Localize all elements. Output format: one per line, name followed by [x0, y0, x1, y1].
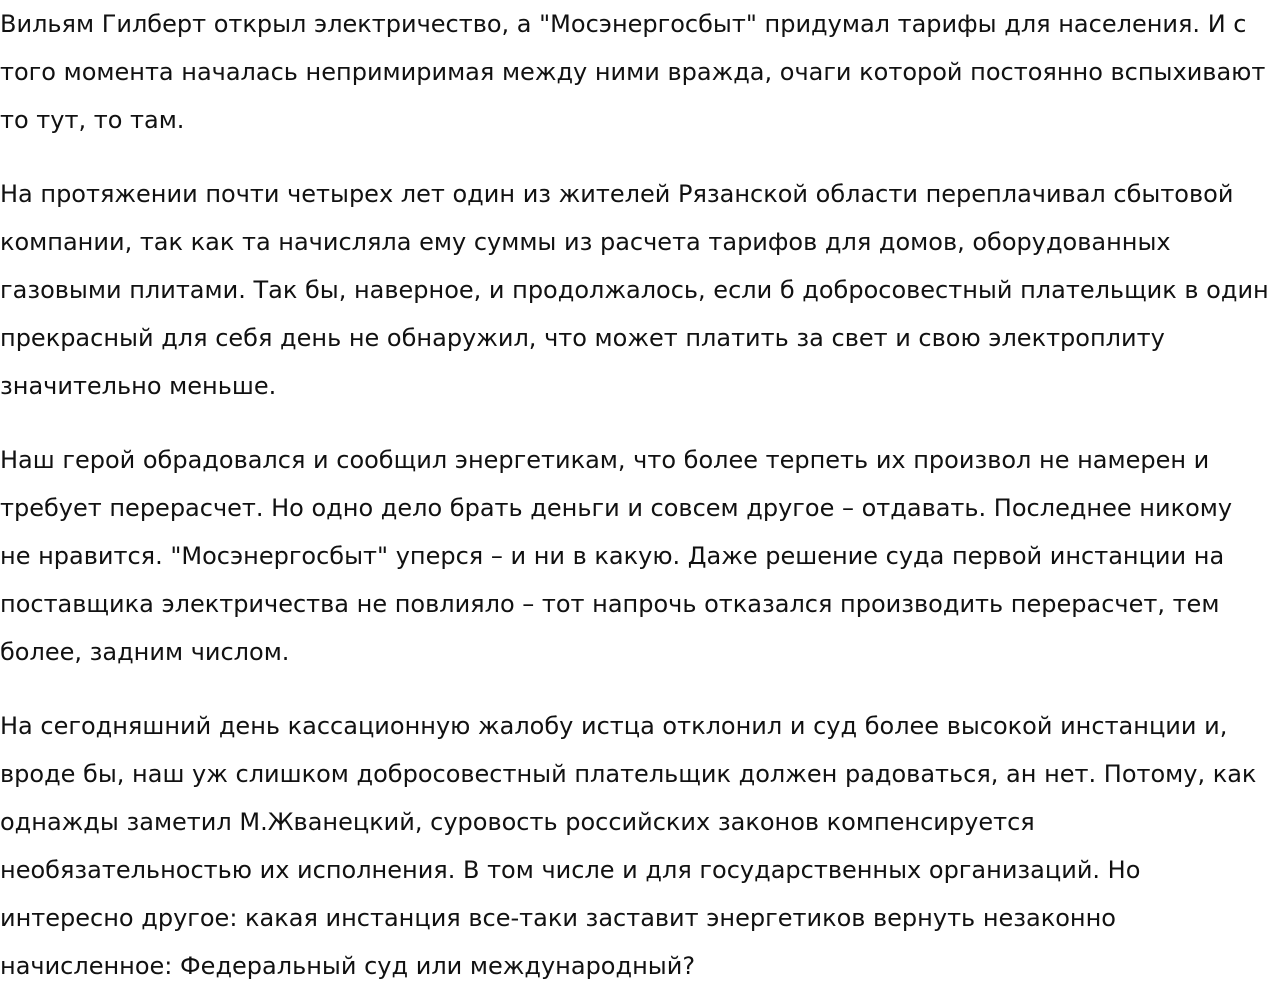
paragraph-1: Вильям Гилберт открыл электричество, а "Мосэнергосбыт" придумал тарифы для населения. И с того момента началась непримиримая между ними вражда, очаги которой постоянно вспыхивают то тут, то там. — [0, 10, 1266, 134]
paragraph-3: Наш герой обрадовался и сообщил энергетикам, что более терпеть их произвол не намерен и требует перерасчет. Но одно дело брать деньги и совсем другое – отдавать. Последнее никому не нравится. "Мосэнергосбыт" уперся – и ни в какую. Даже решение суда первой инстанции на поставщика электричества не повлияло – тот напрочь отказался производить перерасчет, тем более, задним числом. — [0, 446, 1233, 666]
paragraph-4: На сегодняшний день кассационную жалобу истца отклонил и суд более высокой инстанции и, вроде бы, наш уж слишком добросовестный плательщик должен радоваться, ан нет. Потому, как однажды заметил М.Жванецкий, суровость российских законов компенсируется необязательностью их исполнения. В том числе и для государственных организаций. Но интересно другое: какая инстанция все-таки заставит энергетиков вернуть незаконно начисленное: Федеральный суд или международный? — [0, 712, 1257, 980]
paragraph-2: На протяжении почти четырех лет один из жителей Рязанской области переплачивал сбытовой компании, так как та начисляла ему суммы из расчета тарифов для домов, оборудованных газовыми плитами. Так бы, наверное, и продолжалось, если б добросовестный плательщик в один прекрасный для себя день не обнаружил, что может платить за свет и свою электроплиту значительно меньше. — [0, 180, 1269, 400]
